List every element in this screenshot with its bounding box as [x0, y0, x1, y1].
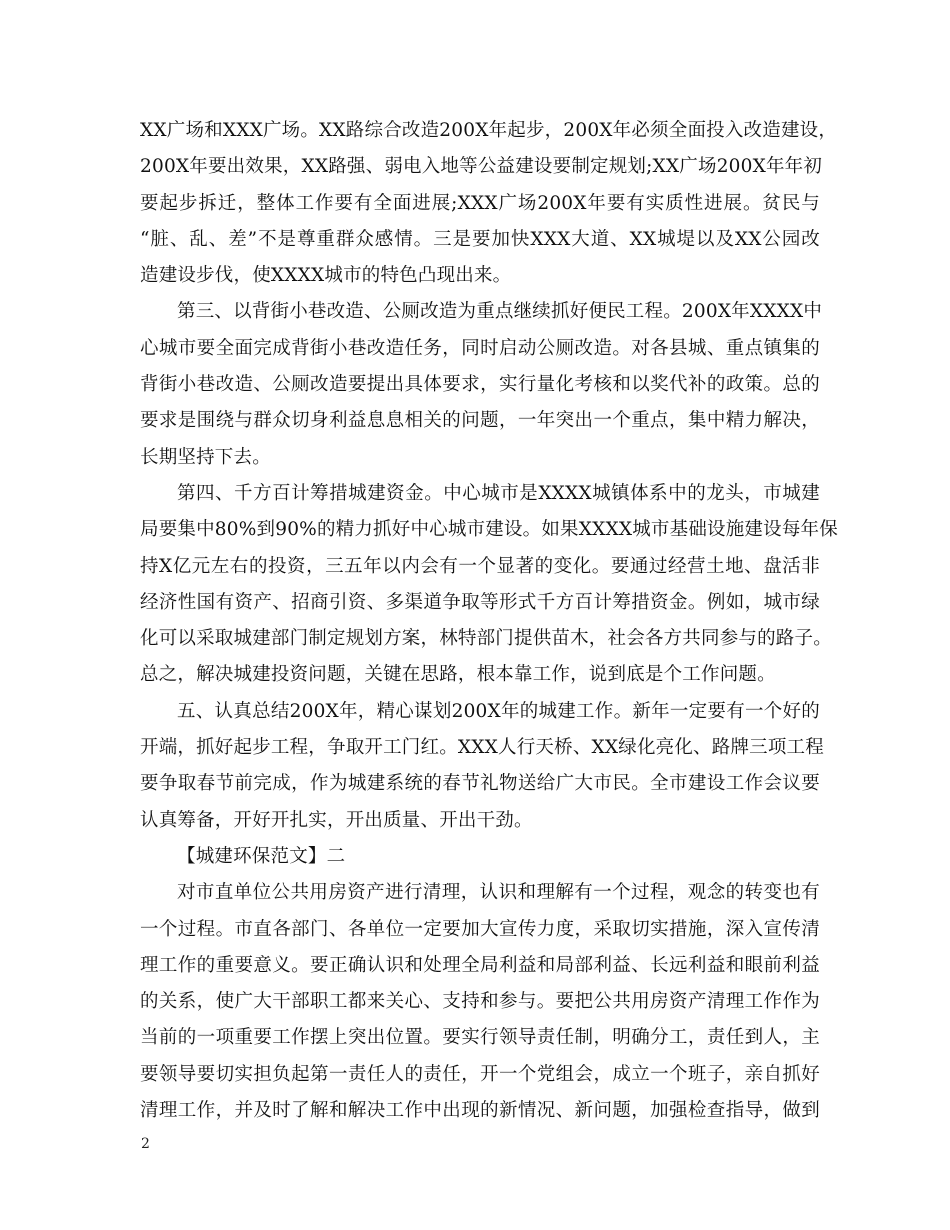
text-line: 要起步拆迁，整体工作要有全面进展;XXX广场200X年要有实质性进展。贫民与 — [140, 192, 820, 214]
text-line: “脏、乱、差”不是尊重群众感情。三是要加快XXX大道、XX城堤以及XX公园改 — [140, 228, 820, 250]
text-line: XX广场和XXX广场。XX路综合改造200X年起步，200X年必须全面投入改造建设， — [140, 120, 838, 141]
text-line: 【城建环保范文】二 — [177, 845, 346, 867]
page-number: 2 — [141, 1136, 150, 1152]
text-line: 要领导要切实担负起第一责任人的责任，开一个党组会，成立一个班子，亲自抓好 — [140, 1063, 820, 1085]
text-line: 清理工作，并及时了解和解决工作中出现的新情况、新问题，加强检查指导，做到 — [140, 1100, 820, 1122]
text-line: 总之，解决城建投资问题，关键在思路，根本靠工作，说到底是个工作问题。 — [140, 664, 776, 686]
text-line: 开端，抓好起步工程，争取开工门红。XXX人行天桥、XX绿化亮化、路牌三项工程 — [140, 737, 824, 759]
text-line: 背街小巷改造、公厕改造要提出具体要求，实行量化考核和以奖代补的政策。总的 — [140, 374, 820, 396]
document-body — [140, 113, 838, 1129]
text-line: 的关系，使广大干部职工都来关心、支持和参与。要把公共用房资产清理工作作为 — [140, 991, 820, 1013]
text-line: 心城市要全面完成背街小巷改造任务，同时启动公厕改造。对各县城、重点镇集的 — [140, 337, 820, 359]
text-line: 经济性国有资产、招商引资、多渠道争取等形式千方百计筹措资金。例如，城市绿 — [140, 591, 820, 613]
text-line: 一个过程。市直各部门、各单位一定要加大宣传力度，采取切实措施，深入宣传清 — [140, 918, 820, 940]
text-line: 200X年要出效果，XX路强、弱电入地等公益建设要制定规划;XX广场200X年年初 — [140, 156, 823, 178]
text-line: 要求是围绕与群众切身利益息息相关的问题，一年突出一个重点，集中精力解决， — [140, 410, 820, 432]
text-line: 五、认真总结200X年，精心谋划200X年的城建工作。新年一定要有一个好的 — [177, 700, 820, 722]
text-line: 第四、千方百计筹措城建资金。中心城市是XXXX城镇体系中的龙头，市城建 — [177, 482, 820, 504]
text-line: 当前的一项重要工作摆上突出位置。要实行领导责任制，明确分工，责任到人，主 — [140, 1027, 820, 1049]
text-line: 长期坚持下去。 — [140, 446, 271, 468]
text-line: 造建设步伐，使XXXX城市的特色凸现出来。 — [140, 265, 512, 287]
text-line: 第三、以背街小巷改造、公厕改造为重点继续抓好便民工程。200X年XXXX中 — [177, 301, 823, 323]
text-line: 局要集中80%到90%的精力抓好中心城市建设。如果XXXX城市基础设施建设每年保 — [140, 519, 838, 541]
text-line: 认真筹备，开好开扎实，开出质量、开出干劲。 — [140, 809, 533, 831]
text-line: 要争取春节前完成，作为城建系统的春节礼物送给广大市民。全市建设工作会议要 — [140, 773, 820, 795]
text-line: 理工作的重要意义。要正确认识和处理全局利益和局部利益、长远利益和眼前利益 — [140, 954, 820, 976]
text-line: 持X亿元左右的投资，三五年以内会有一个显著的变化。要通过经营土地、盘活非 — [140, 555, 820, 577]
text-line: 对市直单位公共用房资产进行清理，认识和理解有一个过程，观念的转变也有 — [177, 882, 820, 904]
text-line: 化可以采取城建部门制定规划方案，林特部门提供苗木，社会各方共同参与的路子。 — [140, 628, 832, 650]
